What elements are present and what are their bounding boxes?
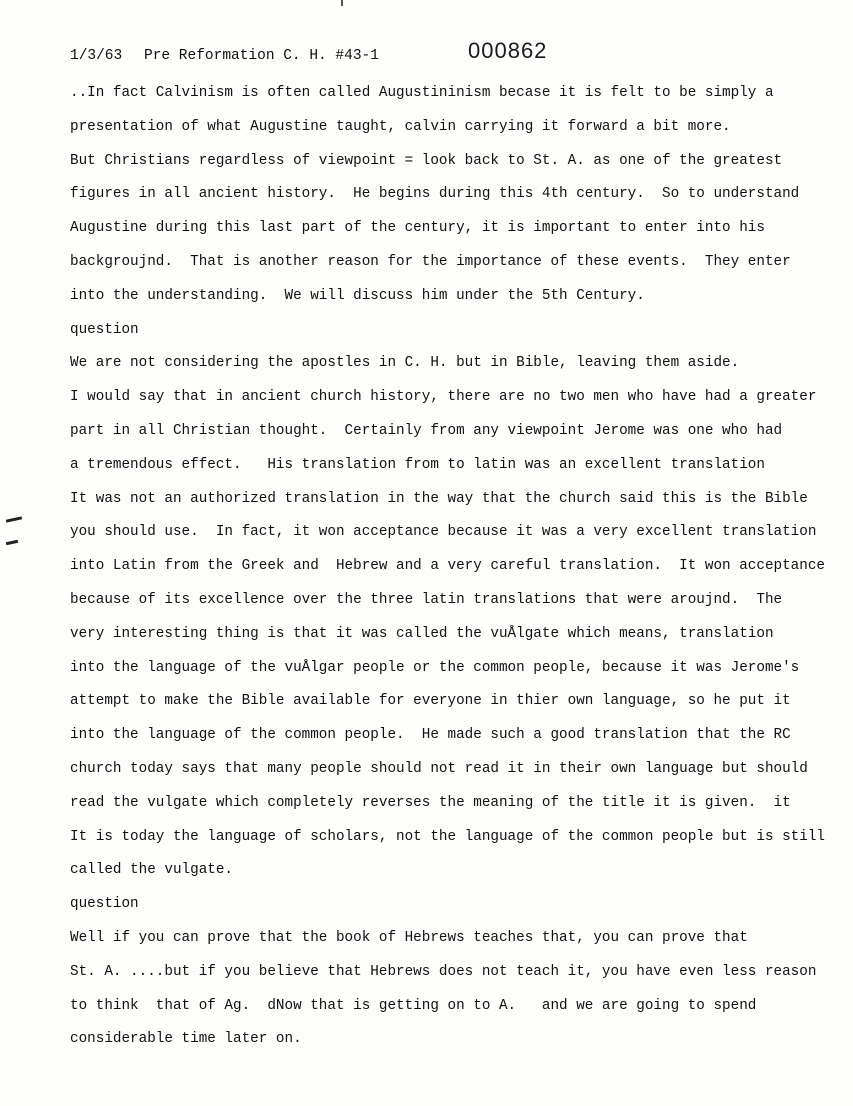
text-line: read the vulgate which completely reverses the meaning of the title it is given. it: [70, 794, 791, 811]
header-title: Pre Reformation C. H. #43-1: [144, 48, 379, 64]
margin-mark: [6, 540, 18, 545]
page-stamp-number: 000862: [468, 38, 548, 63]
section-label-question: question: [70, 321, 139, 338]
text-line: But Christians regardless of viewpoint = look back to St. A. as one of the greatest: [70, 152, 783, 169]
text-line: backgroujnd. That is another reason for the importance of these events. They enter: [70, 253, 791, 270]
text-line: a tremendous effect. His translation from to latin was an excellent translation: [70, 456, 765, 473]
text-line: We are not considering the apostles in C. H. but in Bible, leaving them aside.: [70, 355, 740, 372]
text-line: I would say that in ancient church history, there are no two men who have had a greater: [70, 389, 817, 406]
header-date: 1/3/63: [70, 48, 123, 64]
text-line: figures in all ancient history. He begins during this 4th century. So to understand: [70, 186, 800, 203]
text-line: very interesting thing is that it was called the vuÅlgate which means, translation: [70, 625, 774, 642]
text-line: St. A. ....but if you believe that Hebrews does not teach it, you have even less reason: [70, 963, 817, 980]
transcript-body: [70, 80, 830, 1060]
page-header: [70, 48, 379, 64]
text-line: to think that of Ag. dNow that is getting on to A. and we are going to spend: [70, 997, 757, 1014]
text-line: into the language of the vuÅlgar people or the common people, because it was Jerome's: [70, 659, 800, 676]
text-line: into the language of the common people. He made such a good translation that the RC: [70, 727, 791, 744]
text-line: called the vulgate.: [70, 862, 234, 879]
text-line: attempt to make the Bible available for everyone in thier own language, so he put it: [70, 693, 791, 710]
text-line: considerable time later on.: [70, 1031, 302, 1048]
text-line: It was not an authorized translation in the way that the church said this is the Bible: [70, 490, 808, 507]
text-line: presentation of what Augustine taught, calvin carrying it forward a bit more.: [70, 118, 731, 135]
scan-mark: [341, 0, 343, 6]
text-line: part in all Christian thought. Certainly from any viewpoint Jerome was one who had: [70, 422, 783, 439]
text-line: you should use. In fact, it won acceptance because it was a very excellent translation: [70, 524, 817, 541]
section-label-question: question: [70, 896, 139, 913]
text-line: church today says that many people should not read it in their own language but should: [70, 760, 808, 777]
text-line: It is today the language of scholars, not the language of the common people but is still: [70, 828, 825, 845]
text-line: Well if you can prove that the book of Hebrews teaches that, you can prove that: [70, 929, 748, 946]
text-line: because of its excellence over the three latin translations that were aroujnd. The: [70, 591, 783, 608]
text-line: into Latin from the Greek and Hebrew and a very careful translation. It won acceptance: [70, 558, 825, 575]
text-line: into the understanding. We will discuss him under the 5th Century.: [70, 287, 645, 304]
text-line: ..In fact Calvinism is often called Augustininism becase it is felt to be simply a: [70, 85, 774, 101]
text-line: Augustine during this last part of the century, it is important to enter into his: [70, 220, 765, 237]
margin-mark: [6, 516, 22, 522]
